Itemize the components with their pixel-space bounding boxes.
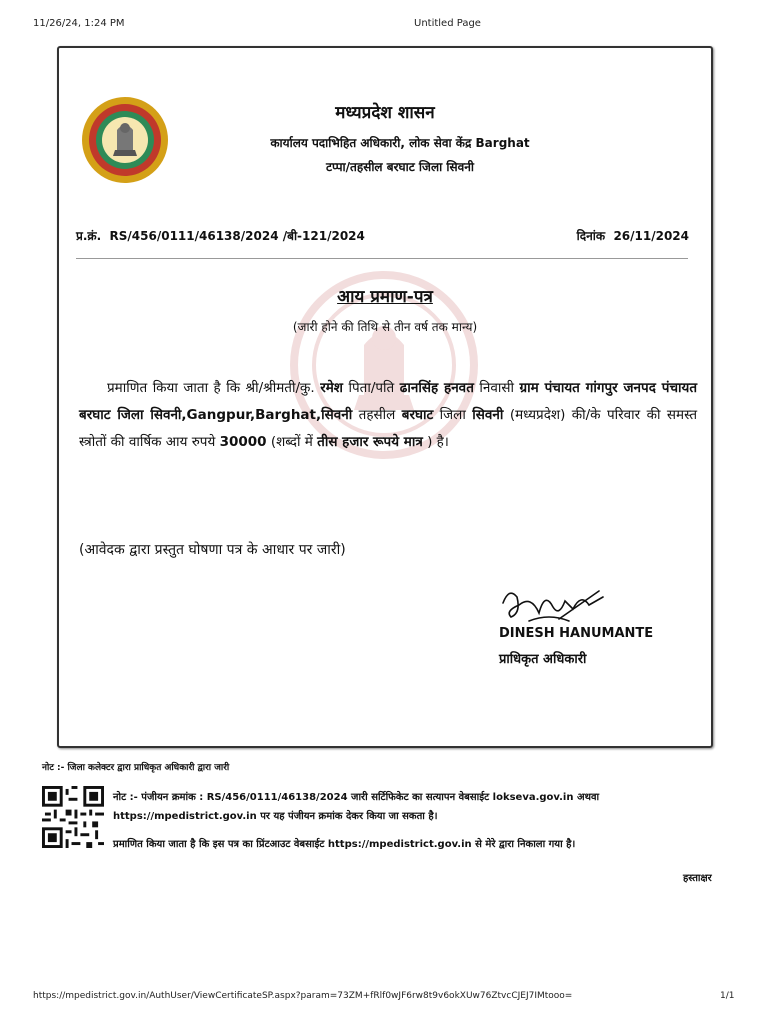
date-value: 26/11/2024 (613, 229, 689, 243)
certificate-frame (57, 46, 713, 748)
holder-tehsil: बरघाट (401, 407, 434, 423)
body-relation: पिता/पति (348, 380, 395, 396)
body-tehsil-label: तहसील (358, 407, 396, 423)
income-in-words: तीस हजार रूपये मात्र (317, 434, 423, 450)
tehsil-district: टप्पा/तहसील बरघाट जिला सिवनी (325, 160, 475, 174)
reference-number (76, 227, 365, 244)
printout-note: प्रमाणित किया जाता है कि इस पत्र का प्रिंटआउट वेबसाईट https://mpedistrict.gov.in से मेरे द्वारा निकाला गया है। (113, 839, 576, 850)
print-title: Untitled Page (414, 18, 481, 29)
print-datetime: 11/26/24, 1:24 PM (33, 18, 125, 29)
issue-basis: (आवेदक द्वारा प्रस्तुत घोषणा पत्र के आधार पर जारी) (79, 542, 346, 558)
certificate-body (79, 375, 697, 456)
header-divider (76, 258, 688, 259)
verification-note: नोट :- पंजीयन क्रमांक : RS/456/0111/46138/2024 जारी सर्टिफिकेट का सत्यापन वेबसाईट lokseva.gov.in अथवा https://mpedistrict.gov.in पर यह पंजीयन क्रमांक देकर किया जा सकता है। (113, 792, 600, 822)
body-closing: ) है। (427, 434, 449, 450)
reference-label: प्र.क्रं. (76, 229, 102, 243)
holder-address: ग्राम पंचायत गांगपुर जनपद पंचायत बरघाट जिला सिवनी,Gangpur,Barghat,सिवनी (79, 380, 698, 423)
page-number: 1/1 (720, 991, 735, 1001)
date-label: दिनांक (576, 229, 606, 243)
validity-note: (जारी होने की तिथि से तीन वर्ष तक मान्य) (292, 320, 478, 334)
collector-note: नोट :- जिला कलेक्टर द्वारा प्राधिकृत अधिकारी द्वारा जारी (42, 763, 230, 773)
holder-district: सिवनी (472, 407, 504, 423)
qr-code-icon (42, 786, 104, 848)
certificate-title: आय प्रमाण-पत्र (337, 287, 433, 307)
body-intro: प्रमाणित किया जाता है कि श्री/श्रीमती/कु. (107, 380, 315, 396)
signer-designation: प्राधिकृत अधिकारी (499, 652, 587, 667)
body-district-label: जिला (439, 407, 466, 423)
body-income-text: (मध्यप्रदेश) की/के परिवार की समस्त स्त्रोतों की वार्षिक आय रुपये (79, 407, 698, 450)
signature-icon (499, 583, 609, 625)
body-words-open: (शब्दों में (270, 434, 313, 450)
income-amount: 30000 (219, 434, 267, 450)
signature-label: हस्ताक्षर (683, 873, 712, 884)
issue-date (577, 227, 689, 244)
government-title: मध्यप्रदेश शासन (335, 103, 435, 123)
print-url: https://mpedistrict.gov.in/AuthUser/ViewCertificateSP.aspx?param=73ZM+fRlf0wJF6rw8t9v6okXUw76ZtvcCJEJ7IMtooo= (33, 991, 573, 1001)
father-name: ढानसिंह हनवत (399, 380, 474, 396)
office-name: कार्यालय पदाभिहित अधिकारी, लोक सेवा केंद्र Barghat (270, 136, 530, 150)
signer-name: DINESH HANUMANTE (499, 626, 654, 641)
body-resident: निवासी (479, 380, 515, 396)
holder-name: रमेश (320, 380, 343, 396)
reference-value: RS/456/0111/46138/2024 /बी-121/2024 (109, 229, 365, 243)
